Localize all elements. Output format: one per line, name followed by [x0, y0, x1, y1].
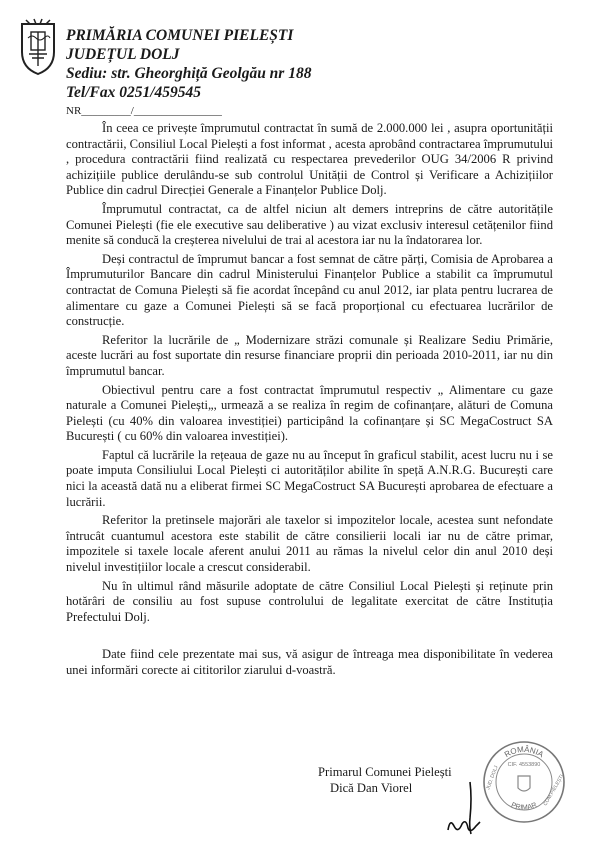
- paragraph: Obiectivul pentru care a fost contractat împrumutul respectiv „ Alimentare cu gaze naturale a Comunei Pielești„, urmează a se realiza în regim de cofinanțare, alături de Comuna Pielești (cu 40% din valoarea investiției) participând la cofinanțare și SC MegaCostruct SA București ( cu 60% din valoarea investiției).: [66, 382, 553, 444]
- paragraph: Împrumutul contractat, ca de altfel niciun alt demers intreprins de către autoritățile Comunei Pielești (fie ele executive sau deliberative ) au vizat exclusiv interesul cetățenilor fiind menite să conducă la creșterea nivelului de trai al acestora iar nu la îndatorarea lor.: [66, 201, 553, 248]
- official-stamp-icon: [480, 738, 568, 826]
- paragraph: Nu în ultimul rând măsurile adoptate de către Consiliul Local Pielești și reținute prin hotărâri de consiliu au fost supuse controlului de legalitate exercitat de către Instituția Prefectului Dolj.: [66, 578, 553, 624]
- signatory-title: Primarul Comunei Pielești: [318, 765, 452, 779]
- stamp-top-text: ROMÂNIA: [502, 744, 546, 760]
- letterhead: [66, 26, 311, 102]
- paragraph: Referitor la lucrările de „ Modernizare străzi comunale și Realizare Sediu Primărie, aceste lucrări au fost suportate din resurse financiare proprii din perioada 2010-2011, iar nu din împrumutul bancar.: [66, 332, 553, 378]
- paragraph: Referitor la pretinsele majorări ale taxelor si impozitelor locale, acestea sunt nefondate întrucât cuantumul acestora este stabilit de către consilierii locali iar nu de către primar, impozitele si taxele locale aferent anului 2011 au rămas la nivelul celor din anul 2010 deși nivelul investițiilor locale a crescut considerabil.: [66, 513, 553, 575]
- letterhead-county: JUDEȚUL DOLJ: [66, 46, 180, 63]
- stamp-bottom-text: PRIMAR: [510, 801, 538, 812]
- svg-text:PRIMAR: [510, 802, 538, 812]
- svg-text:ROMÂNIA: [503, 745, 546, 760]
- registration-number: NR_________/________________: [66, 105, 222, 117]
- letterhead-phone: Tel/Fax 0251/459545: [66, 84, 202, 101]
- stamp-crest-icon: [518, 776, 530, 791]
- letterhead-institution: PRIMĂRIA COMUNEI PIELEȘTI: [66, 27, 294, 44]
- paragraph: În ceea ce privește împrumutul contractat în sumă de 2.000.000 lei , asupra oportunității contractării, Consiliul Local Pielești a fost informat , acesta aprobând contractarea împrumutului , procedura contractării fiind realizată cu respectarea prevederilor OUG 34/2006 R privind achizițiile publice derulându-se sub controlul Unității de Control și Verificare a Achizițiilor Publice din cadrul Direcției Generale a Finanțelor Publice Dolj.: [66, 121, 553, 198]
- closing-paragraph: Date fiind cele prezentate mai sus, vă asigur de întreaga mea disponibilitate în vederea unei informări corecte ai cititorilor ziarului d-voastră.: [66, 647, 553, 677]
- paragraph: Deși contractul de împrumut bancar a fost semnat de către părți, Comisia de Aprobarea a Împrumuturilor Bancare din cadrul Ministerului Finanțelor Publice a stabilit ca împrumutul contractat de Comuna Pielești să fie acordat începând cu anul 2012, iar plata pentru lucrarea de alimentare cu gaze a Comunei Pielești să se facă proporțional cu efectuarea lucrărilor de construcție.: [66, 251, 553, 329]
- stamp-code: CIF. 4553890: [507, 762, 541, 768]
- coat-of-arms-icon: [18, 18, 58, 76]
- paragraph: Faptul că lucrările la rețeaua de gaze nu au început în graficul stabilit, acest lucru nu i se poate imputa Consiliului Local Pielești ci autorităților abilite în speță A.N.R.G. București care nici la această dată nu a eliberat firmei SC MegaCostruct SA București aprobarea de efectuare a lucrării.: [66, 447, 553, 509]
- letterhead-address: Sediu: str. Gheorghiță Geolgău nr 188: [66, 65, 312, 82]
- signatory-name: Dică Dan Viorel: [330, 781, 413, 795]
- signature-block: [318, 764, 452, 796]
- letter-body: [66, 121, 553, 682]
- stamp-left-text: JUD. DOLJ: [485, 764, 500, 791]
- stamp-right-text: COM.PIELEȘTI: [542, 773, 566, 807]
